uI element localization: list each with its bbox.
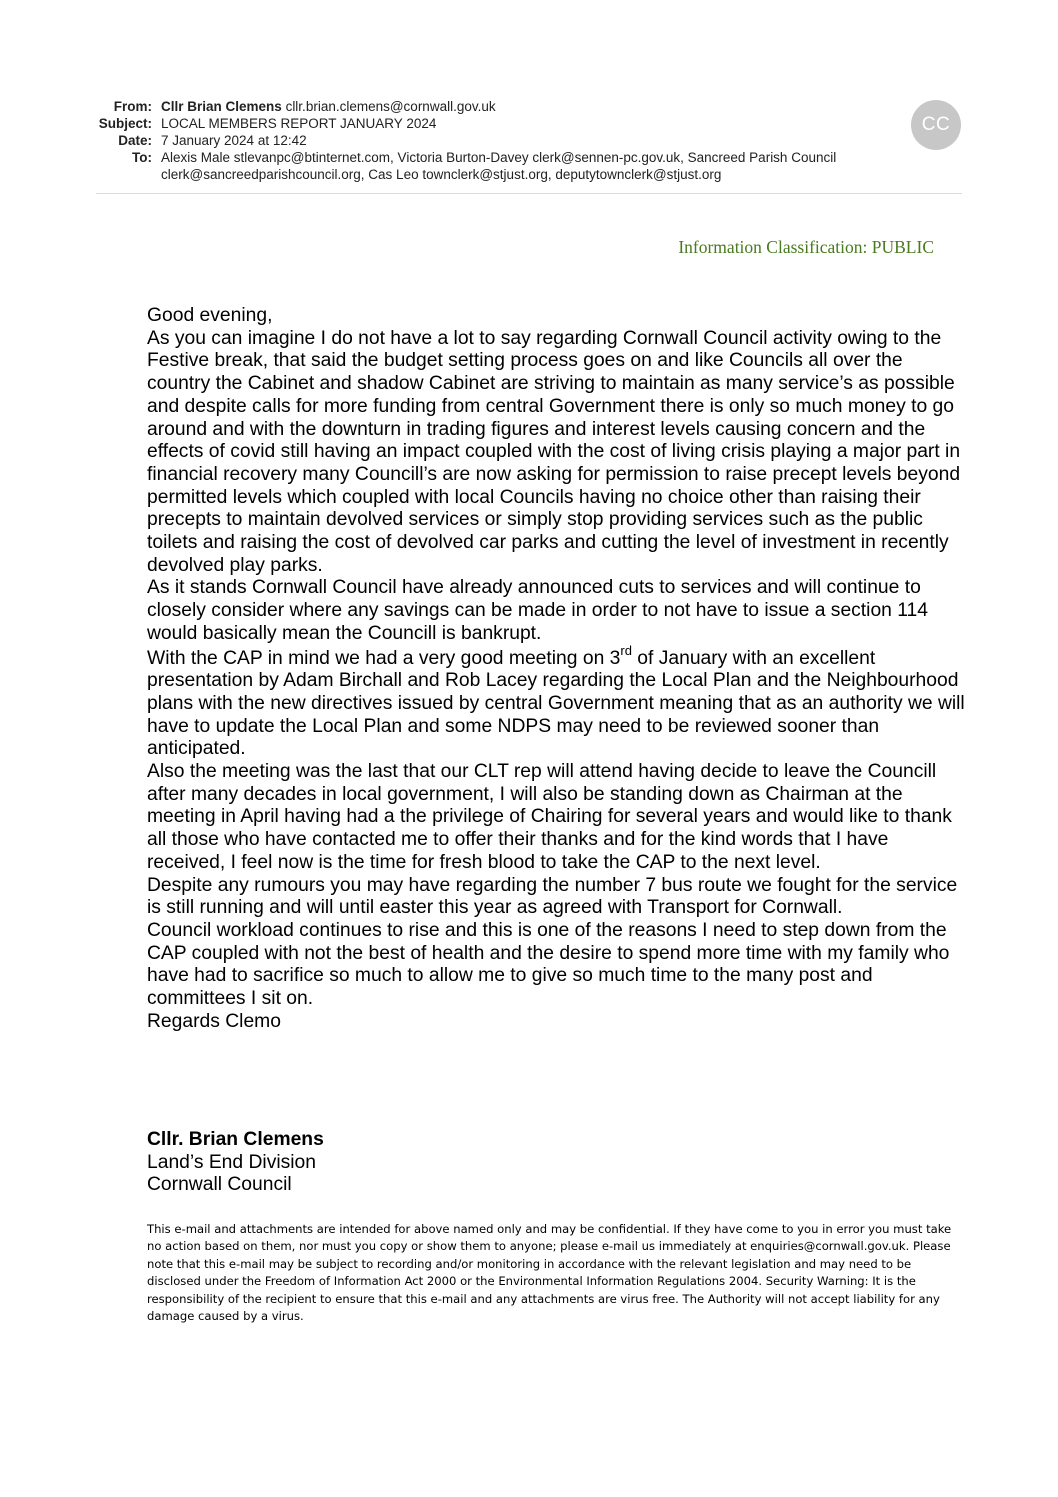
subject-label: Subject: — [98, 116, 152, 131]
legal-disclaimer: This e-mail and attachments are intended for above named only and may be confidential. If they have come to you in error you must take no action based on them, nor must you copy or show them to anyone; please e-mail us immediately at enquiries@cornwall.gov.uk. Please note that this e-mail may be subject to recording and/or monitoring in accordance with the relevant legislation and may need to be disclosed under the Freedom of Information Act 2000 or the Environmental Information Regulations 2004. Security Warning: It is the responsibility of the recipient to ensure that this e-mail and any attachments are virus free. The Authority will not accept liability for any damage caused by a virus. — [147, 1222, 952, 1324]
to-row — [96, 149, 962, 183]
signature-name: Cllr. Brian Clemens — [147, 1129, 324, 1150]
date-value: 7 January 2024 at 12:42 — [161, 133, 307, 148]
recipients-line-2[interactable]: clerk@sancreedparishcouncil.org, Cas Leo townclerk@stjust.org, deputytownclerk@stjust.org — [161, 167, 722, 182]
date-label: Date: — [118, 133, 152, 148]
paragraph-2: As it stands Cornwall Council have already announced cuts to services and will continue to closely consider where any savings can be made in order to not have to issue a section 114 would basically mean the Councill is bankrupt. — [147, 577, 928, 644]
paragraph-4: Also the meeting was the last that our CLT rep will attend having decide to leave the Councill after many decades in local government, I will also be standing down as Chairman at the meeting in April having had a the privilege of Chairing for several years and would like to thank all those who have contacted me to offer their thanks and for the kind words that I have received, I feel now is the time for fresh blood to take the CAP to the next level. — [147, 761, 952, 873]
to-value — [161, 149, 962, 183]
paragraph-3-end: of January with an excellent presentation by Adam Birchall and Rob Lacey regarding the Local Plan and the Neighbourhood plans with the new directives issued by central Government meaning that as an authority we will have to update the Local Plan and some NDPS may need to be reviewed sooner than anticipated. — [147, 647, 965, 760]
from-value — [161, 98, 962, 115]
signature-division: Land’s End Division — [147, 1151, 316, 1173]
sender-name[interactable]: Cllr Brian Clemens — [161, 99, 282, 114]
paragraph-5: Despite any rumours you may have regarding the number 7 bus route we fought for the service is still running and will until easter this year as agreed with Transport for Cornwall. — [147, 874, 958, 919]
sender-email[interactable]: cllr.brian.clemens@cornwall.gov.uk — [285, 99, 496, 114]
subject-value: LOCAL MEMBERS REPORT JANUARY 2024 — [161, 116, 437, 131]
paragraph-1: As you can imagine I do not have a lot to say regarding Cornwall Council activity owing to the Festive break, that said the budget setting process goes on and like Councils all over the country the Cabinet and shadow Cabinet are striving to maintain as many service’s as possible and despite calls for more funding from central Government there is only so much money to go around and with the downturn in trading figures and interest levels causing concern and the effects of covid still having an impact coupled with the cost of living crisis playing a major part in financial recovery many Councill’s are now asking for permission to raise precept levels beyond permitted levels which coupled with local Councils having no choice other than raising their precepts to maintain devolved services or simply stop providing services such as the public toilets and raising the cost of devolved car parks and cutting the level of investment in recently devolved play parks. — [147, 327, 961, 576]
header-divider — [96, 193, 962, 194]
signature-organisation: Cornwall Council — [147, 1174, 292, 1196]
paragraph-3 — [147, 642, 967, 762]
paragraph-6: Council workload continues to rise and this is one of the reasons I need to step down from the CAP coupled with not the best of health and the desire to spend more time with my family who have had to sacrifice so much to allow me to give so much time to the many post and committees I sit on. — [147, 919, 950, 1010]
sender-avatar: CC — [911, 100, 961, 150]
message-body — [147, 305, 967, 1034]
signature-block — [147, 1129, 324, 1197]
recipients-line-1[interactable]: Alexis Male stlevanpc@btinternet.com, Victoria Burton-Davey clerk@sennen-pc.gov.uk, Sancreed Parish Council — [161, 150, 837, 165]
information-classification: Information Classification: PUBLIC — [678, 237, 934, 257]
paragraph-3-start: With the CAP in mind we had a very good meeting on 3 — [147, 647, 621, 669]
date-row — [96, 132, 962, 149]
from-row — [96, 98, 962, 115]
to-label: To: — [132, 150, 152, 165]
closing: Regards Clemo — [147, 1010, 281, 1032]
greeting: Good evening, — [147, 305, 273, 326]
from-label: From: — [113, 99, 152, 114]
email-header — [96, 98, 962, 183]
subject-row — [96, 115, 962, 132]
ordinal-suffix: rd — [620, 642, 632, 658]
